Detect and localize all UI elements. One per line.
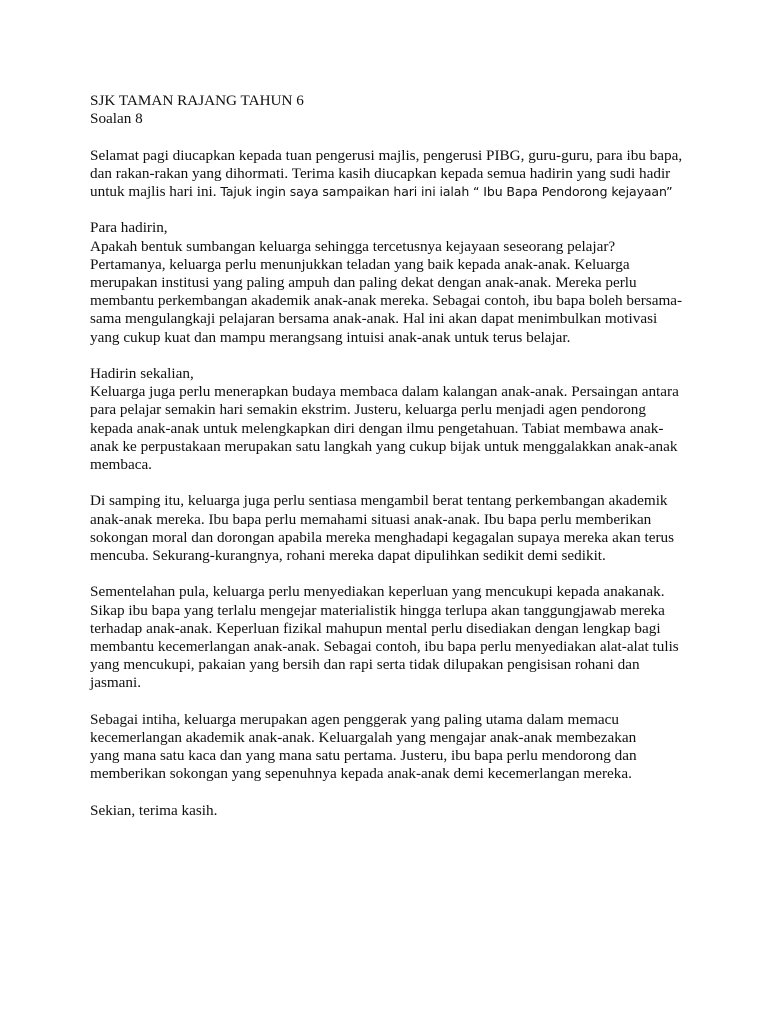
paragraph-6 bbox=[90, 711, 690, 784]
intro-line bbox=[90, 183, 690, 201]
blank-line bbox=[90, 128, 690, 146]
document-header bbox=[90, 92, 690, 128]
paragraph-line: yang cukup kuat dan mampu merangsang intuisi anak-anak untuk terus belajar. bbox=[90, 328, 571, 346]
question-number: Soalan 8 bbox=[90, 110, 143, 128]
intro-line: Selamat pagi diucapkan kepada tuan pengerusi majlis, pengerusi PIBG, guru-guru, para ibu bapa, bbox=[90, 146, 683, 164]
paragraph-line: mencuba. Sekurang-kurangnya, rohani mereka dapat dipulihkan sedikit demi sedikit. bbox=[90, 547, 606, 565]
paragraph-line: Pertamanya, keluarga perlu menunjukkan teladan yang baik kepada anak-anak. Keluarga bbox=[90, 255, 630, 273]
paragraph-line: kecemerlangan akademik anak-anak. Keluargalah yang mengajar anak-anak membezakan bbox=[90, 729, 637, 747]
paragraph-line: jasmani. bbox=[90, 674, 142, 692]
paragraph-line: yang mencukupi, pakaian yang bersih dan rapi serta tidak dilupakan pengisisan rohani dan bbox=[90, 656, 640, 674]
closing-line: Sekian, terima kasih. bbox=[90, 801, 218, 819]
paragraph-line: Sebagai intiha, keluarga merupakan agen penggerak yang paling utama dalam memacu bbox=[90, 710, 619, 728]
paragraph-3 bbox=[90, 365, 690, 474]
speech-topic: Tajuk ingin saya sampaikan hari ini ialah “ Ibu Bapa Pendorong kejayaan” bbox=[220, 184, 673, 199]
paragraph-2 bbox=[90, 219, 690, 346]
document-page bbox=[90, 92, 690, 820]
paragraph-line: yang mana satu kaca dan yang mana satu pertama. Justeru, ibu bapa perlu mendorong dan bbox=[90, 747, 637, 765]
blank-line bbox=[90, 347, 690, 365]
school-heading: SJK TAMAN RAJANG TAHUN 6 bbox=[90, 92, 304, 109]
paragraph-4 bbox=[90, 492, 690, 565]
blank-line bbox=[90, 565, 690, 583]
paragraph-line: anak ke perpustakaan merupakan satu langkah yang cukup bijak untuk menggalakkan anak-anak bbox=[90, 437, 678, 455]
paragraph-line: Apakah bentuk sumbangan keluarga sehingga tercetusnya kejayaan seseorang pelajar? bbox=[90, 237, 616, 255]
salutation: Hadirin sekalian, bbox=[90, 365, 194, 382]
paragraph-line: Keluarga juga perlu menerapkan budaya membaca dalam kalangan anak-anak. Persaingan antara bbox=[90, 383, 679, 401]
paragraph-line: Sikap ibu bapa yang terlalu mengejar materialistik hingga terlupa akan tanggungjawab mereka bbox=[90, 601, 665, 619]
blank-line bbox=[90, 474, 690, 492]
paragraph-line: membantu kecemerlangan anak-anak. Sebagai contoh, ibu bapa perlu menyediakan alat-alat tulis bbox=[90, 638, 679, 656]
paragraph-line: Sementelahan pula, keluarga perlu menyediakan keperluan yang mencukupi kepada anakanak. bbox=[90, 583, 665, 601]
blank-line bbox=[90, 693, 690, 711]
intro-line-start: untuk majlis hari ini. bbox=[90, 183, 221, 200]
blank-line bbox=[90, 201, 690, 219]
paragraph-line: anak-anak mereka. Ibu bapa perlu memahami situasi anak-anak. Ibu bapa perlu memberikan bbox=[90, 510, 652, 528]
paragraph-line: sokongan moral dan dorongan apabila mereka menghadapi kegagalan supaya mereka akan terus bbox=[90, 528, 675, 546]
intro-line: dan rakan-rakan yang dihormati. Terima kasih diucapkan kepada semua hadirin yang sudi hadir bbox=[90, 164, 671, 182]
paragraph-line: para pelajar semakin hari semakin ekstrim. Justeru, keluarga perlu menjadi agen pendorong bbox=[90, 401, 646, 419]
paragraph-line: membantu perkembangan akademik anak-anak mereka. Sebagai contoh, ibu bapa boleh bersama- bbox=[90, 292, 683, 310]
paragraph-line: merupakan institusi yang paling ampuh dan paling dekat dengan anak-anak. Mereka perlu bbox=[90, 274, 637, 291]
paragraph-line: sama mengulangkaji pelajaran bersama anak-anak. Hal ini akan dapat menimbulkan motivasi bbox=[90, 310, 658, 328]
paragraph-line: kepada anak-anak untuk melengkapkan diri dengan ilmu pengetahuan. Tabiat membawa anak- bbox=[90, 419, 664, 437]
blank-line bbox=[90, 784, 690, 802]
salutation: Para hadirin, bbox=[90, 219, 168, 237]
paragraph-intro bbox=[90, 147, 690, 202]
paragraph-5 bbox=[90, 583, 690, 692]
paragraph-line: memberikan sokongan yang sepenuhnya kepada anak-anak demi kecemerlangan mereka. bbox=[90, 765, 632, 783]
paragraph-line: Di samping itu, keluarga juga perlu sentiasa mengambil berat tentang perkembangan akademik bbox=[90, 492, 668, 510]
paragraph-line: membaca. bbox=[90, 456, 152, 474]
paragraph-line: terhadap anak-anak. Keperluan fizikal mahupun mental perlu disediakan dengan lengkap bagi bbox=[90, 619, 661, 637]
